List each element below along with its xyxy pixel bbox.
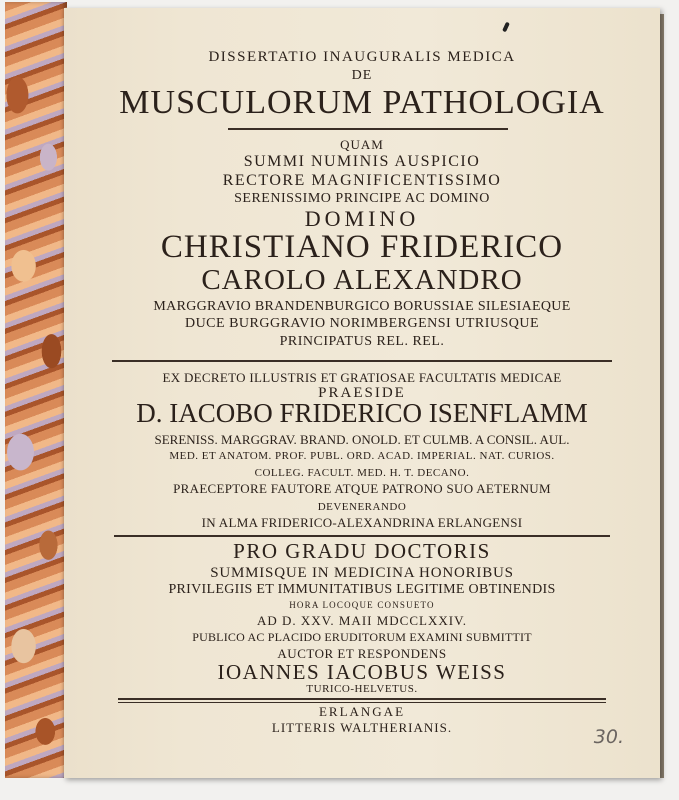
rule-1	[228, 128, 508, 130]
line-carolo: CAROLO ALEXANDRO	[201, 264, 523, 296]
rule-4	[118, 698, 606, 700]
line-dissertation-heading: DISSERTATIO INAUGURALIS MEDICA	[208, 49, 516, 65]
line-principatus: PRINCIPATUS REL. REL.	[279, 334, 445, 349]
line-christiano: CHRISTIANO FRIDERICO	[160, 229, 564, 265]
line-summi-numinis: SUMMI NUMINIS AUSPICIO	[243, 153, 481, 170]
ink-mark	[502, 22, 510, 33]
title-page-sheet	[64, 8, 660, 778]
line-privilegiis: PRIVILEGIIS ET IMMUNITATIBUS LEGITIME OBTINENDIS	[168, 582, 556, 597]
line-hora: HORA LOCOQUE CONSUETO	[289, 600, 435, 610]
author-name: IOANNES IACOBUS WEISS	[217, 660, 507, 684]
line-duce: DUCE BURGGRAVIO NORIMBERGENSI UTRIUSQUE	[184, 316, 540, 331]
line-med-anatom: MED. ET ANATOM. PROF. PUBL. ORD. ACAD. IMPERIAL. NAT. CURIOS.	[169, 450, 555, 462]
pencil-note: 30.	[593, 726, 624, 748]
line-auctor: AUCTOR ET RESPONDENS	[277, 646, 447, 661]
line-colleg: COLLEG. FACULT. MED. H. T. DECANO.	[254, 467, 470, 479]
line-turico: TURICO-HELVETUS.	[306, 683, 418, 695]
line-domino: DOMINO	[304, 206, 420, 231]
rule-3	[114, 535, 610, 537]
line-de: DE	[351, 68, 373, 83]
line-praeceptore: PRAECEPTORE FAUTORE ATQUE PATRONO SUO AETERNUM	[173, 481, 551, 496]
line-publico: PUBLICO AC PLACIDO ERUDITORUM EXAMINI SUBMITTIT	[192, 630, 532, 644]
line-sereniss: SERENISS. MARGGRAV. BRAND. ONOLD. ET CULMB. A CONSIL. AUL.	[154, 432, 570, 447]
main-title: MUSCULORUM PATHOLOGIA	[119, 84, 605, 121]
line-date: AD D. XXV. MAII MDCCLXXIV.	[256, 613, 468, 628]
line-printer: LITTERIS WALTHERIANIS.	[271, 720, 453, 735]
line-ex-decreto: EX DECRETO ILLUSTRIS ET GRATIOSAE FACULTATIS MEDICAE	[162, 370, 562, 385]
line-devenerando: DEVENERANDO	[317, 501, 407, 513]
line-praeside: PRAESIDE	[318, 385, 406, 401]
line-quam: QUAM	[340, 137, 384, 152]
line-praeses-name: D. IACOBO FRIDERICO ISENFLAMM	[136, 398, 588, 428]
rule-4b	[118, 702, 606, 703]
line-pro-gradu: PRO GRADU DOCTORIS	[233, 539, 491, 563]
line-erlangae: ERLANGAE	[318, 704, 406, 719]
line-in-alma: IN ALMA FRIDERICO-ALEXANDRINA ERLANGENSI	[201, 515, 523, 530]
line-serenissimo: SERENISSIMO PRINCIPE AC DOMINO	[234, 191, 490, 206]
marbled-cover-edge	[5, 2, 67, 778]
line-marggravio: MARGGRAVIO BRANDENBURGICO BORUSSIAE SILESIAEQUE	[153, 299, 571, 314]
rule-2	[112, 360, 612, 362]
line-rectore: RECTORE MAGNIFICENTISSIMO	[222, 172, 502, 189]
line-summisque: SUMMISQUE IN MEDICINA HONORIBUS	[210, 565, 514, 581]
